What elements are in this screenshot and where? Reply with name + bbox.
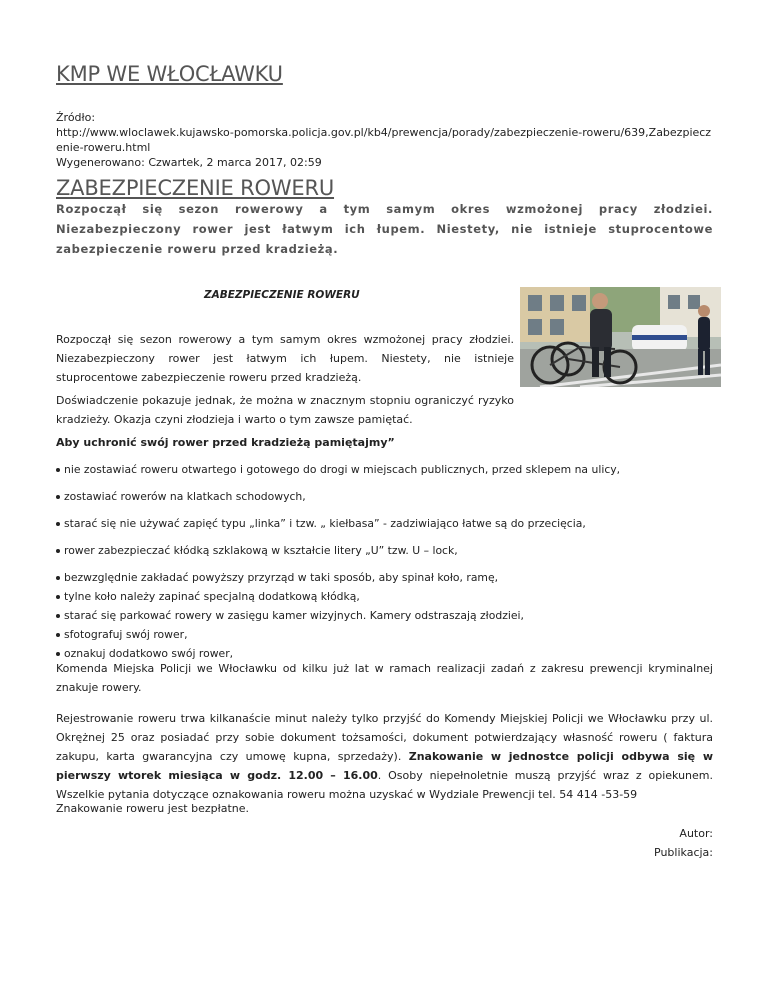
list-item: sfotografuj swój rower, xyxy=(56,625,713,644)
generated-date: Wygenerowano: Czwartek, 2 marca 2017, 02:59 xyxy=(56,156,322,169)
list-item: tylne koło należy zapinać specjalną dodatkową kłódką, xyxy=(56,587,713,606)
author-label: Autor: xyxy=(679,827,713,840)
publication-label: Publikacja: xyxy=(654,846,713,859)
list-item: zostawiać rowerów na klatkach schodowych, xyxy=(56,487,713,506)
paragraph-2: Doświadczenie pokazuje jednak, że można w znacznym stopniu ograniczyć ryzyko kradzieży. Okazja czyni złodzieja i warto o tym zawsze pamiętać. xyxy=(56,394,514,426)
tips-list xyxy=(56,460,713,663)
bicycle-photo-illustration xyxy=(520,287,721,387)
list-item: rower zabezpieczać kłódką szklakową w kształcie litery „U” tzw. U – lock, xyxy=(56,541,713,560)
article-title[interactable]: ZABEZPIECZENIE ROWERU xyxy=(56,176,335,200)
source-url[interactable]: http://www.wloclawek.kujawsko-pomorska.policja.gov.pl/kb4/prewencja/porady/zabezpieczenie-roweru/639,Zabezpieczenie-roweru.html xyxy=(56,126,712,154)
paragraph-4-text-a: Rejestrowanie roweru trwa kilkanaście minut należy tylko przyjść do Komendy Miejskiej Policji we Włocławku przy ul. Okrężnej 25 oraz posiadać przy sobie dokument tożsamości, dokument potwierdzający własność roweru ( faktura zakupu, karta gwarancyjna czy umowę kupna, sprzedaży). xyxy=(56,712,713,763)
paragraph-4-text-b: . Osoby niepełnoletnie muszą przyjść wraz z opiekunem. Wszelkie pytania dotyczące oznakowania roweru można uzyskać w Wydziale Prewencji tel. 54 414 -53-59 xyxy=(56,769,713,801)
list-heading: Aby uchronić swój rower przed kradzieżą pamiętajmy” xyxy=(56,436,395,449)
source-label: Źródło: xyxy=(56,111,96,124)
paragraph-3: Komenda Miejska Policji we Włocławku od kilku już lat w ramach realizacji zadań z zakresu prewencji kryminalnej znakuje rowery. xyxy=(56,662,713,694)
paragraph-4 xyxy=(56,709,713,804)
source-meta xyxy=(56,110,713,170)
paragraph-1: Rozpoczął się sezon rowerowy a tym samym okres wzmożonej pracy złodziei. Niezabezpieczony rower jest łatwym ich łupem. Niestety, nie istnieje stuprocentowe zabezpieczenie roweru przed kradzieżą. xyxy=(56,333,514,384)
paragraph-5: Znakowanie roweru jest bezpłatne. xyxy=(56,802,250,815)
article-lead: Rozpoczął się sezon rowerowy a tym samym okres wzmożonej pracy złodziei. Niezabezpieczony rower jest łatwym ich łupem. Niestety, nie istnieje stuprocentowe zabezpieczenie roweru przed kradzieżą. xyxy=(56,202,713,256)
article-subheading: ZABEZPIECZENIE ROWERU xyxy=(204,289,360,301)
list-item: starać się nie używać zapięć typu „linka” i tzw. „ kiełbasa” - zadziwiająco łatwe są do przecięcia, xyxy=(56,514,713,533)
bicycle-photo xyxy=(520,287,721,387)
paragraph-4-bold: Znakowanie w jednostce policji odbywa się w pierwszy wtorek miesiąca w godz. 12.00 – 16.00 xyxy=(56,750,713,782)
list-item: bezwzględnie zakładać powyższy przyrząd w taki sposób, aby spinał koło, ramę, xyxy=(56,568,713,587)
list-item: starać się parkować rowery w zasięgu kamer wizyjnych. Kamery odstraszają złodziei, xyxy=(56,606,713,625)
site-title[interactable]: KMP WE WŁOCŁAWKU xyxy=(56,62,283,86)
list-item: nie zostawiać roweru otwartego i gotowego do drogi w miejscach publicznych, przed sklepem na ulicy, xyxy=(56,460,713,479)
list-item: oznakuj dodatkowo swój rower, xyxy=(56,644,713,663)
